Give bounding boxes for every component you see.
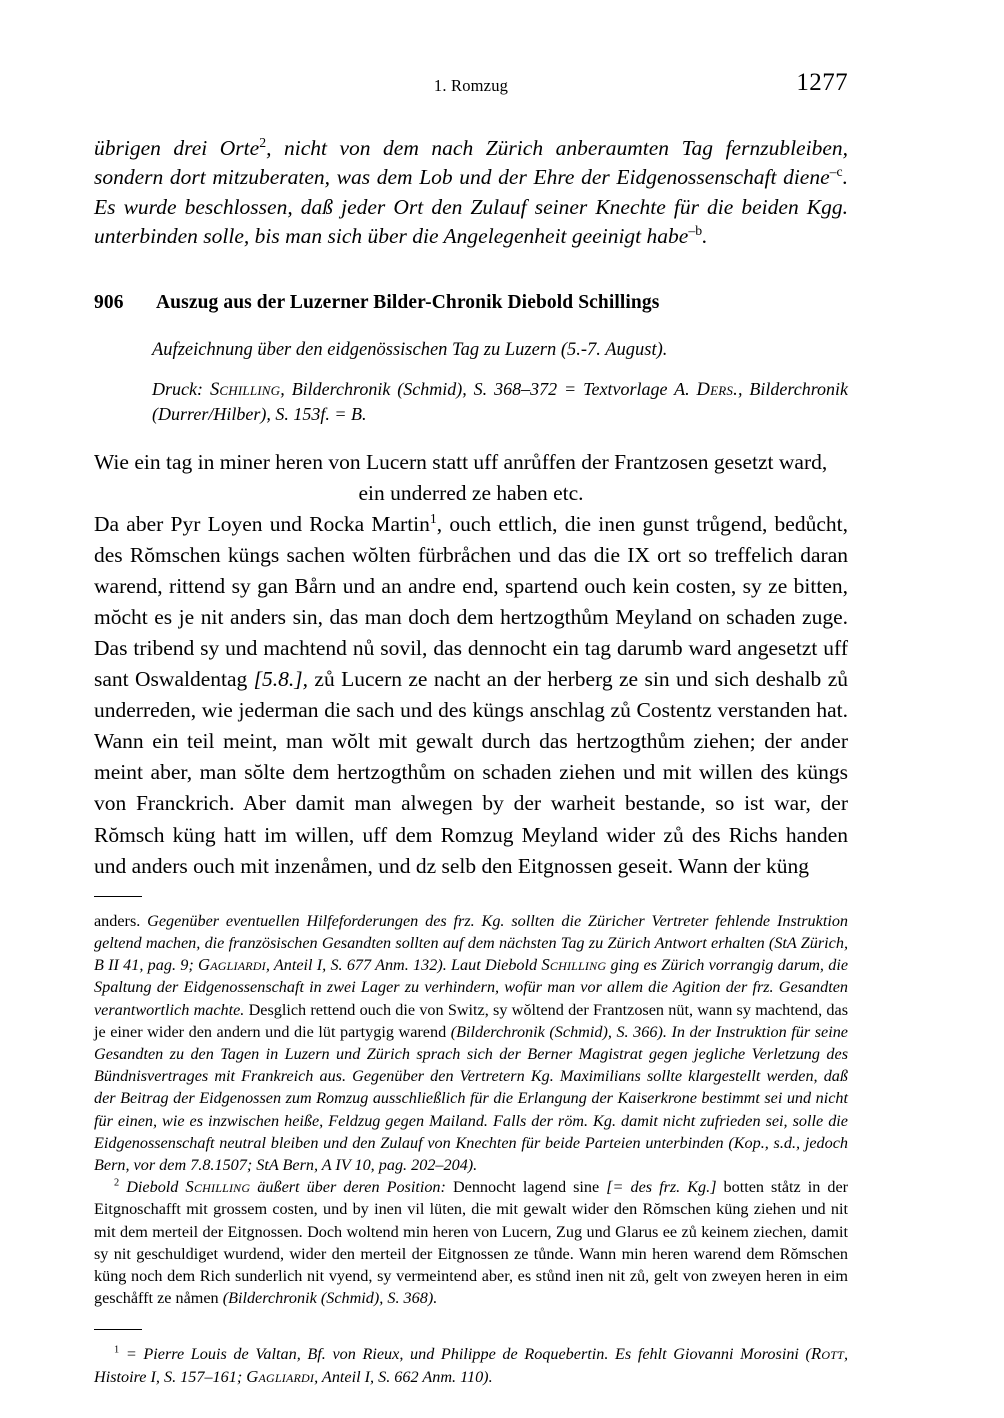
app-a-comment-4: (Bilderchronik (Schmid), S. 366). In der Instruktion für seine Gesandten zu den Tagen in Luzern und Zürich sprach sich der Berner Magistrat gegen jegliche Verletzung des Bündnisvertrages mit Frankreich aus. Gegenüber den Vertretern Kg. Maximilians sollte klargestellt werden, daß der Beitrag der Eidgenossen zum Romzug ausschließlich für die Erlangung der Kaiserkrone bestimmt sei und nicht für einen, wie es inzwischen heiße, Feldzug gegen Mailand. Falls der röm. Kg. damit nicht zufrieden sei, solle die Eidgenossenschaft neutral bleiben und den Zulauf von Knechten für beide Parteien unterbinden (Kop., s.d., jedoch Bern, vor dem 7.8.1507; StA Bern, A IV 10, pag. 202–204).: [94, 1022, 848, 1174]
apparatus-marker-2: 2: [114, 1177, 120, 1189]
footnote-1-text-1: = Pierre Louis de Valtan, Bf. von Rieux, und Philippe de Roquebertin. Es fehlt Giovanni Morosini (: [125, 1345, 811, 1364]
source-rest-2: , Bilderchronik (Durrer/Hilber), S. 153f. = B.: [152, 378, 849, 425]
app-b-source: (Bilderchronik (Schmid), S. 368).: [222, 1289, 438, 1308]
app-a-quote-1: Desglich rettend ouch die von Switz, sy wŏltend der Frantzosen nüt, wann sy machtend, das je einer wider den andern und die lüt partygig warend: [94, 1000, 848, 1041]
document-title-line-2: ein underred ze haben etc.: [358, 480, 584, 505]
entry-title: Auszug aus der Luzerner Bilder-Chronik Diebold Schillings: [156, 291, 660, 313]
footnote-1: [94, 1343, 848, 1387]
footnote-separator-wrap: [94, 1329, 848, 1330]
footnote-1-text-3: , Anteil I, S. 662 Anm. 110).: [314, 1367, 493, 1386]
footnote-separator-rule-1: [94, 896, 142, 897]
app-a-lemma: anders.: [94, 911, 148, 930]
app-a-author-schilling: Schilling: [541, 955, 607, 975]
regest-marker-2: 2: [259, 134, 267, 150]
source-author-schilling: Schilling: [209, 378, 281, 400]
source-author-ders: Ders.: [696, 378, 738, 400]
entry-number: 906: [94, 291, 124, 313]
footnote-author-gagliardi: Gagliardi: [246, 1366, 315, 1386]
entry-subhead: Aufzeichnung über den eidgenössischen Tag zu Luzern (5.-7. August).: [152, 339, 668, 360]
app-a-comment-2: , Anteil I, S. 677 Anm. 132). Laut Diebold: [265, 956, 542, 975]
entry-heading: [94, 290, 848, 316]
app-b-intro-2: äußert über deren Position:: [250, 1178, 446, 1197]
regest-text-1: übrigen drei Orte: [94, 136, 260, 160]
regest-text-4: .: [702, 224, 708, 249]
body-editorial-date: [5.8.],: [253, 667, 309, 692]
footnote-author-rott: Rott: [810, 1344, 844, 1364]
app-a-author-gagliardi: Gagliardi: [197, 955, 266, 975]
regest-marker-b: –b: [688, 223, 703, 239]
running-head-title: 1. Romzug: [433, 76, 509, 95]
app-b-quote-1: Dennocht lagend sine: [445, 1178, 607, 1197]
body-footnote-ref-1: 1: [429, 510, 437, 526]
document-body: [94, 509, 848, 882]
body-text-3: zů Lucern ze nacht an der herberg ze sin und sich deshalb zů underreden, wie jederman die sach und des küngs anschlag zů Costentz verstanden hat. Wann ein teil meint, man wŏlt mit gewalt durch das hertzogthům ziehen; der ander meint aber, man sŏlte dem hertzogthům on schaden ziehen und mit willen des küngs von Franckrich. Aber damit man alwegen by der warheit bestande, so ist war, der Rŏmsch küng hatt im willen, uff dem Romzug Meyland wider zů des Richs handen und anders ouch mit inzenåmen, und dz selb den Eitgnossen geseit. Wann der küng: [94, 667, 848, 878]
apparatus-paragraph-a: [94, 910, 848, 1176]
source-rest-1: , Bilderchronik (Schmid), S. 368–372 = Textvorlage A.: [280, 378, 697, 399]
regest-continuation-paragraph: [94, 134, 848, 252]
apparatus-separator-wrap: [94, 896, 848, 897]
app-b-editorial: [= des frz. Kg.]: [606, 1178, 717, 1197]
body-text-2: , ouch ettlich, die inen gunst trůgend, bedůcht, des Rŏmschen küngs sachen wŏlten fürbråchen und das die IX ort so treffelich daran warend, rittend sy gan Bårn und an andre end, spartend ouch kein costen, sy ze bitten, mŏcht es je nit anders sin, das man doch dem hertzogthům Meyland on schaden zuge. Das tribend sy und machtend nů sovil, das dennocht ein tag darumb ward angesetzt uff sant Oswaldentag: [94, 511, 848, 692]
regest-marker-c: –c: [829, 164, 843, 180]
text-block: [94, 0, 848, 1388]
running-header: [94, 69, 848, 116]
page-number: 1277: [796, 69, 848, 96]
footnote-block: [94, 1343, 848, 1387]
regest-text-3: . Es wurde beschlossen, daß jeder Ort den Zulauf seiner Knechte für die beiden Kgg. unterbinden solle, bis man sich über die Angelegenheit geeinigt habe: [94, 165, 848, 249]
footnote-1-text-2: , Histoire I, S. 157–161;: [94, 1345, 848, 1386]
app-b-quote-2: botten ståtz in der Eitgnoschafft mit grossem costen, und by inen vil lüten, die mit gewalt wider den Rŏmschen küng ziehen und nit mit dem merteil der Eitgnossen. Doch woltend min heren von Lucern, Zug und Glarus ee zů keinem ziechen, damit sy nit geschuldiget wurdend, wider den merteil der Eitgnossen ze tůnde. Wann min heren warend dem Rŏmschen küng noch dem Rich sunderlich nit vyend, sy vermeintend aber, es stůnd inen nit zů, gelt von zweyen heren in eim geschåfft ze nåmen: [94, 1178, 849, 1308]
entry-source-note: [152, 377, 848, 427]
apparatus-block: [94, 910, 848, 1310]
app-b-intro: Diebold: [126, 1178, 186, 1197]
apparatus-paragraph-b: [94, 1176, 848, 1309]
app-a-comment-1: Gegenüber eventuellen Hilfeforderungen des frz. Kg. sollten die Züricher Vertreter fehlende Instruktion geltend machen, die französischen Gesandten sollten auf dem nächsten Tag zu Zürich Antwort erhalten (StA Zürich, B II 41, pag. 9;: [94, 911, 849, 975]
regest-text-2: , nicht von dem nach Zürich anberaumten Tag fernzubleiben, sondern dort mitzuberaten, was dem Lob und der Ehre der Eidgenossenschaft diene: [94, 136, 848, 190]
source-label: Druck:: [152, 378, 203, 399]
body-text-1: Da aber Pyr Loyen und Rocka Martin: [94, 511, 430, 536]
document-title-line-1: Wie ein tag in miner heren von Lucern statt uff anrůffen der Frantzosen gesetzt ward,: [94, 449, 828, 474]
app-b-author-schilling: Schilling: [185, 1177, 251, 1197]
footnote-marker-1: 1: [114, 1345, 120, 1357]
footnote-separator-rule-2: [94, 1329, 142, 1330]
app-a-comment-3: ging es Zürich vorrangig darum, die Spaltung der Eidgenossenschaft in zwei Lager zu verhindern, wofür man vor allem die Agition der frz. Gesandten verantwortlich machte.: [94, 956, 849, 1019]
document-title: [94, 447, 848, 509]
